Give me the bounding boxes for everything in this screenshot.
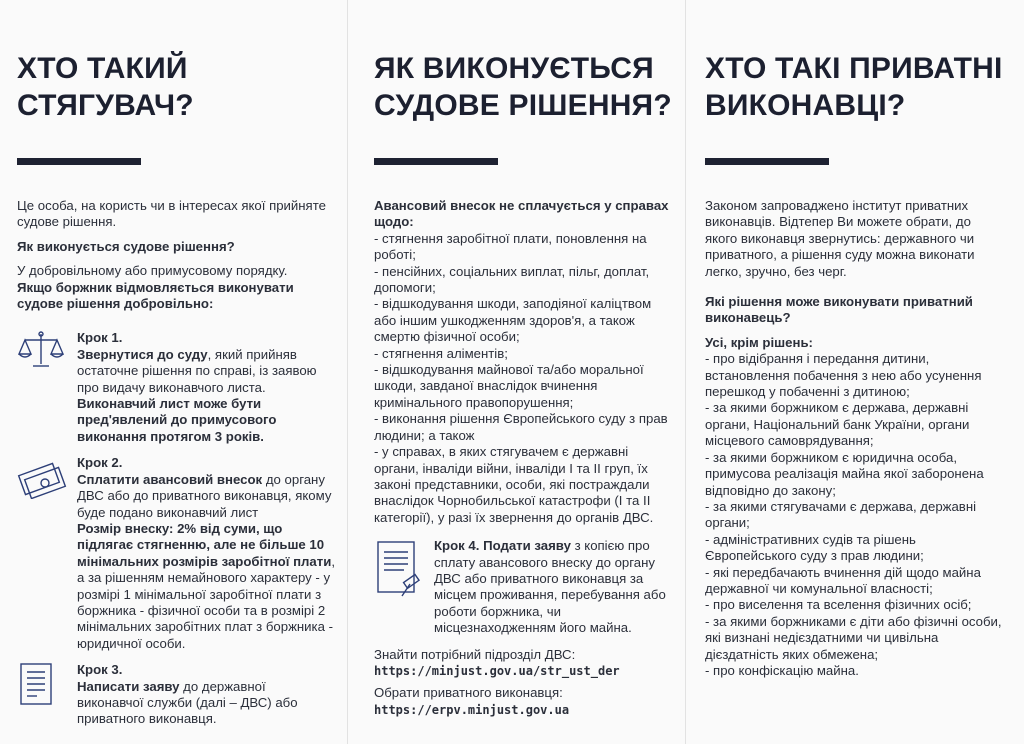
question-heading: Як виконується судове рішення? bbox=[17, 238, 235, 254]
list-item: - за якими боржниками є діти або фізичні особи, які визнані недієздатними чи цивільна дієздатність яких обмежена; bbox=[705, 613, 1002, 662]
title-line: ХТО ТАКИЙ bbox=[17, 52, 188, 85]
step-detail: з копією про сплату авансового внеску до органу ДВС або приватного виконавця за місцем проживання, перебування або роботи боржника, чи місцезнаходженням його майна. bbox=[434, 538, 666, 636]
document-icon bbox=[17, 662, 77, 728]
step-title: Крок 1. bbox=[77, 330, 123, 346]
list-item: - про відібрання і передання дитини, встановлення побачення з нею або усунення перешкод у побаченні з дитиною; bbox=[705, 351, 982, 400]
step-3 bbox=[17, 662, 335, 728]
fee-size: Розмір внеску: 2% від суми, що підлягає стягненню, але не більше 10 мінімальних розмірів заробітної плати bbox=[77, 520, 332, 569]
step-1 bbox=[17, 330, 335, 445]
fold-line-right bbox=[685, 0, 686, 744]
list-item: - які передбачають вчинення дій щодо майна державної чи комунальної власності; bbox=[705, 564, 981, 596]
title-line: ХТО ТАКІ ПРИВАТНІ bbox=[705, 52, 1003, 85]
step-fee bbox=[77, 521, 335, 652]
step-action: Сплатити авансовий внесок bbox=[77, 471, 263, 487]
title-line: ЯК ВИКОНУЄТЬСЯ bbox=[374, 52, 654, 85]
dvs-link[interactable]: https://minjust.gov.ua/str_ust_der bbox=[374, 663, 620, 678]
list-item: - адміністративних судів та рішень Європейського суду з прав людини; bbox=[705, 531, 924, 564]
list-item: - про виселення та вселення фізичних осіб; bbox=[705, 597, 972, 613]
fee-exempt-heading: Авансовий внесок не сплачується у справах щодо: bbox=[374, 198, 669, 230]
title-line: ВИКОНАВЦІ? bbox=[705, 89, 906, 122]
step-detail: , який прийняв остаточне рішення по справі, із заявою про видачу виконавчого листа. bbox=[77, 346, 317, 395]
intro-text: Законом запроваджено інститут приватних виконавців. Відтепер Ви можете обрати, до якого виконавця звернутись: державного чи приватного, а рішення суду можна виконати легко, зручно, без черг. bbox=[705, 198, 975, 279]
step-detail: до органу ДВС або до приватного виконавця, якому буде подано виконавчий лист bbox=[77, 471, 332, 520]
panel-body bbox=[374, 198, 674, 718]
title-underline bbox=[17, 158, 141, 165]
document-gavel-icon bbox=[374, 538, 434, 636]
list-item: - стягнення аліментів; bbox=[374, 345, 508, 361]
list-item: - про конфіскацію майна. bbox=[705, 662, 859, 678]
step-title: Крок 2. bbox=[77, 455, 123, 471]
question-heading: Які рішення може виконувати приватний виконавець? bbox=[705, 294, 973, 326]
title-underline bbox=[705, 158, 829, 165]
fold-line-left bbox=[347, 0, 348, 744]
panel-body bbox=[17, 198, 335, 728]
panel-how-decision-executed bbox=[350, 0, 683, 744]
step-text bbox=[434, 538, 674, 636]
money-icon bbox=[17, 455, 77, 652]
list-item: - за якими стягувачами є держава, державні органи; bbox=[705, 498, 977, 531]
panel-body bbox=[705, 198, 1005, 679]
panel-private-executors bbox=[688, 0, 1024, 744]
all-except-heading: Усі, крім рішень: bbox=[705, 334, 813, 350]
link-label: Знайти потрібний підрозділ ДВС: bbox=[374, 646, 576, 662]
title-underline bbox=[374, 158, 498, 165]
panel-title bbox=[705, 50, 1003, 124]
step-action: Написати заяву bbox=[77, 678, 180, 694]
panel-who-is-claimant bbox=[0, 0, 345, 744]
list-item: - відшкодування майнової та/або моральної шкоди, завданої внаслідок вчинення кримінального правопорушення; bbox=[374, 362, 644, 410]
title-line: СУДОВЕ РІШЕННЯ? bbox=[374, 89, 672, 122]
step-action: Звернутися до суду bbox=[77, 346, 208, 362]
panel-title bbox=[17, 50, 194, 124]
list-item: - у справах, в яких стягувачем є державні органи, інваліди війни, інваліди I та II груп, їх законі представники, особи, які постраждали внаслідок Чорнобильської катастрофи (I та II категорії), у разі їх звернення до органів ДВС. bbox=[374, 444, 654, 525]
link-label: Обрати приватного виконавця: bbox=[374, 685, 563, 701]
list-item: - відшкодування шкоди, заподіяної каліцтвом або іншим ушкодженням здоров'я, а також смертю фізичної особи; bbox=[374, 296, 652, 345]
exempt-list bbox=[374, 231, 674, 526]
fee-detail: , а за рішенням немайнового характеру - у розмірі 1 мінімальної заробітної плати з боржника - фізичної особи та в розмірі 2 мінімальних заробітних плат з боржника - юридичної особи. bbox=[77, 553, 335, 651]
step-text bbox=[77, 472, 335, 521]
panel-title bbox=[374, 50, 672, 124]
step-note: Виконавчий лист може бути пред'явлений до примусового виконання протягом 3 років. bbox=[77, 396, 277, 444]
step-2 bbox=[17, 455, 335, 652]
step-text bbox=[77, 679, 335, 728]
step-detail: до державної виконавчої служби (далі – ДВС) або приватного виконавця. bbox=[77, 678, 298, 727]
step-title: Крок 3. bbox=[77, 662, 123, 678]
step-action: Крок 4. Подати заяву bbox=[434, 538, 571, 554]
list-item: - за якими боржником є юридична особа, примусова реалізація майна якої заборонена відповідно до закону; bbox=[705, 449, 984, 498]
question-heading: Якщо боржник відмовляється виконувати судове рішення добровільно: bbox=[17, 279, 294, 312]
scales-icon bbox=[17, 330, 77, 445]
exception-list bbox=[705, 351, 1005, 679]
list-item: - виконання рішення Європейського суду з прав людини; а також bbox=[374, 411, 668, 443]
step-4 bbox=[374, 538, 674, 636]
list-item: - пенсійних, соціальних виплат, пільг, доплат, допомоги; bbox=[374, 263, 650, 296]
step-text bbox=[77, 347, 335, 396]
list-item: - за якими боржником є держава, державні органи, Національний банк України, органи місцевого самоврядування; bbox=[705, 400, 970, 449]
list-item: - стягнення заробітної плати, поновлення на роботі; bbox=[374, 230, 647, 263]
answer-text: У добровільному або примусовому порядку. bbox=[17, 263, 288, 279]
title-line: СТЯГУВАЧ? bbox=[17, 89, 194, 122]
intro-text: Це особа, на користь чи в інтересах якої прийняте судове рішення. bbox=[17, 198, 326, 230]
private-executor-link[interactable]: https://erpv.minjust.gov.ua bbox=[374, 702, 570, 717]
